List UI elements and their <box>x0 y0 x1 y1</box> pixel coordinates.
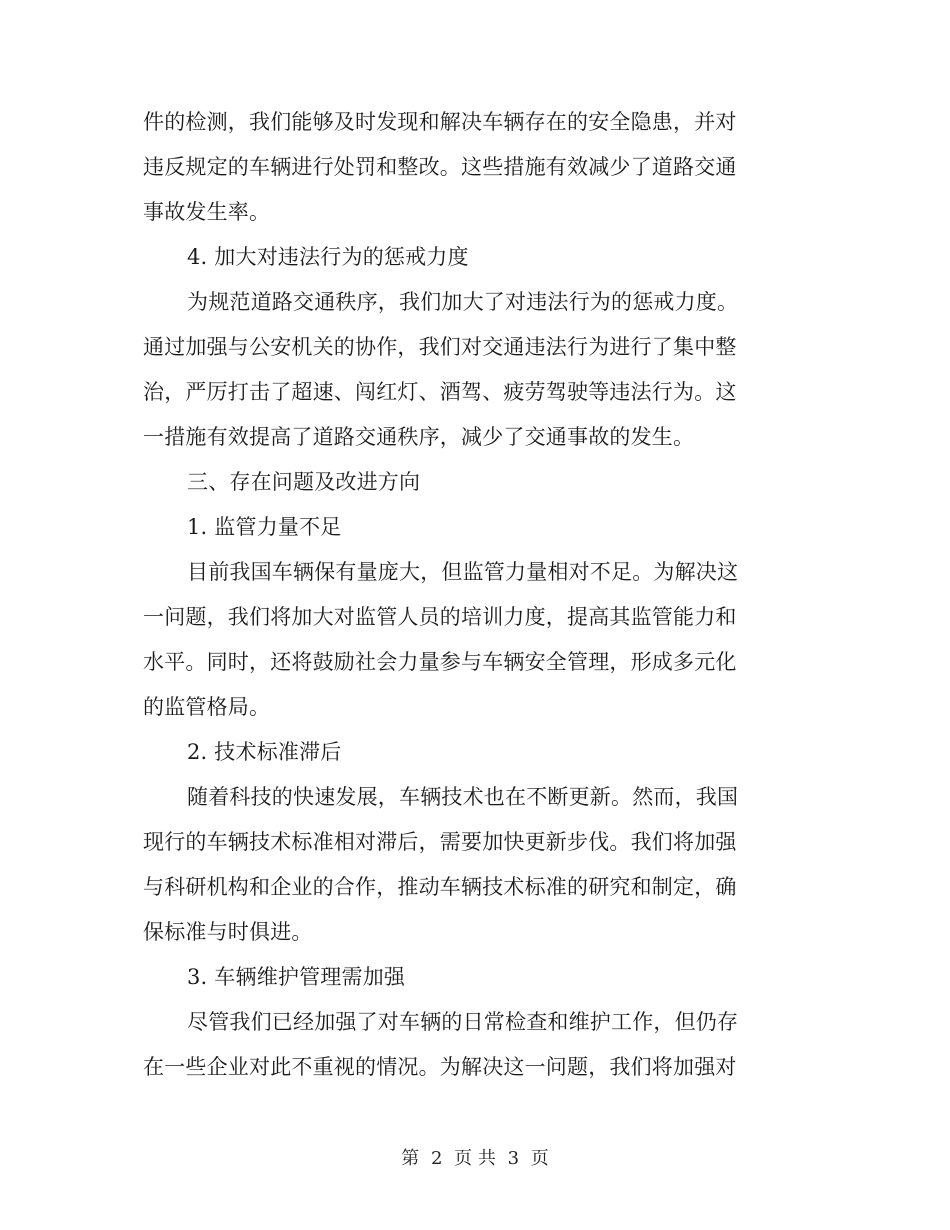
text-line-3: 事故发生率。 <box>143 200 271 224</box>
text-line-18: 与科研机构和企业的合作，推动车辆技术标准的研究和制定，确 <box>143 875 737 899</box>
page-label-suffix: 页 <box>530 1148 549 1169</box>
document-body <box>143 100 808 1090</box>
text-line-21: 尽管我们已经加强了对车辆的日常检查和维护工作，但仍存 <box>187 1010 739 1034</box>
text-line-1: 件的检测，我们能够及时发现和解决车辆存在的安全隐患，并对 <box>143 110 737 134</box>
section-heading-3: 3. 车辆维护管理需加强 <box>187 965 406 989</box>
text-line-13: 水平。同时，还将鼓励社会力量参与车辆安全管理，形成多元化 <box>143 650 737 674</box>
section-heading-1: 1. 监管力量不足 <box>187 515 342 539</box>
section-heading-2: 2. 技术标准滞后 <box>187 740 342 764</box>
text-line-5: 为规范道路交通秩序，我们加大了对违法行为的惩戒力度。 <box>187 290 739 314</box>
current-page-number: 2 <box>430 1148 443 1169</box>
text-line-17: 现行的车辆技术标准相对滞后，需要加快更新步伐。我们将加强 <box>143 830 737 854</box>
text-line-12: 一问题，我们将加大对监管人员的培训力度，提高其监管能力和 <box>143 605 737 629</box>
text-line-14: 的监管格局。 <box>143 695 271 719</box>
chapter-heading-3: 三、存在问题及改进方向 <box>187 470 421 494</box>
text-line-16: 随着科技的快速发展，车辆技术也在不断更新。然而，我国 <box>187 785 739 809</box>
page-footer <box>0 1147 950 1171</box>
text-line-2: 违反规定的车辆进行处罚和整改。这些措施有效减少了道路交通 <box>143 155 737 179</box>
page-label-prefix: 第 <box>401 1148 420 1169</box>
text-line-11: 目前我国车辆保有量庞大，但监管力量相对不足。为解决这 <box>187 560 739 584</box>
text-line-7: 治，严厉打击了超速、闯红灯、酒驾、疲劳驾驶等违法行为。这 <box>143 380 737 404</box>
page-label-mid: 页 共 <box>454 1148 496 1169</box>
section-heading-4: 4. 加大对违法行为的惩戒力度 <box>187 245 469 269</box>
text-line-6: 通过加强与公安机关的协作，我们对交通违法行为进行了集中整 <box>143 335 737 359</box>
total-pages-number: 3 <box>507 1148 520 1169</box>
text-line-8: 一措施有效提高了道路交通秩序，减少了交通事故的发生。 <box>143 425 695 449</box>
text-line-19: 保标准与时俱进。 <box>143 920 313 944</box>
text-line-22: 在一些企业对此不重视的情况。为解决这一问题，我们将加强对 <box>143 1055 737 1079</box>
